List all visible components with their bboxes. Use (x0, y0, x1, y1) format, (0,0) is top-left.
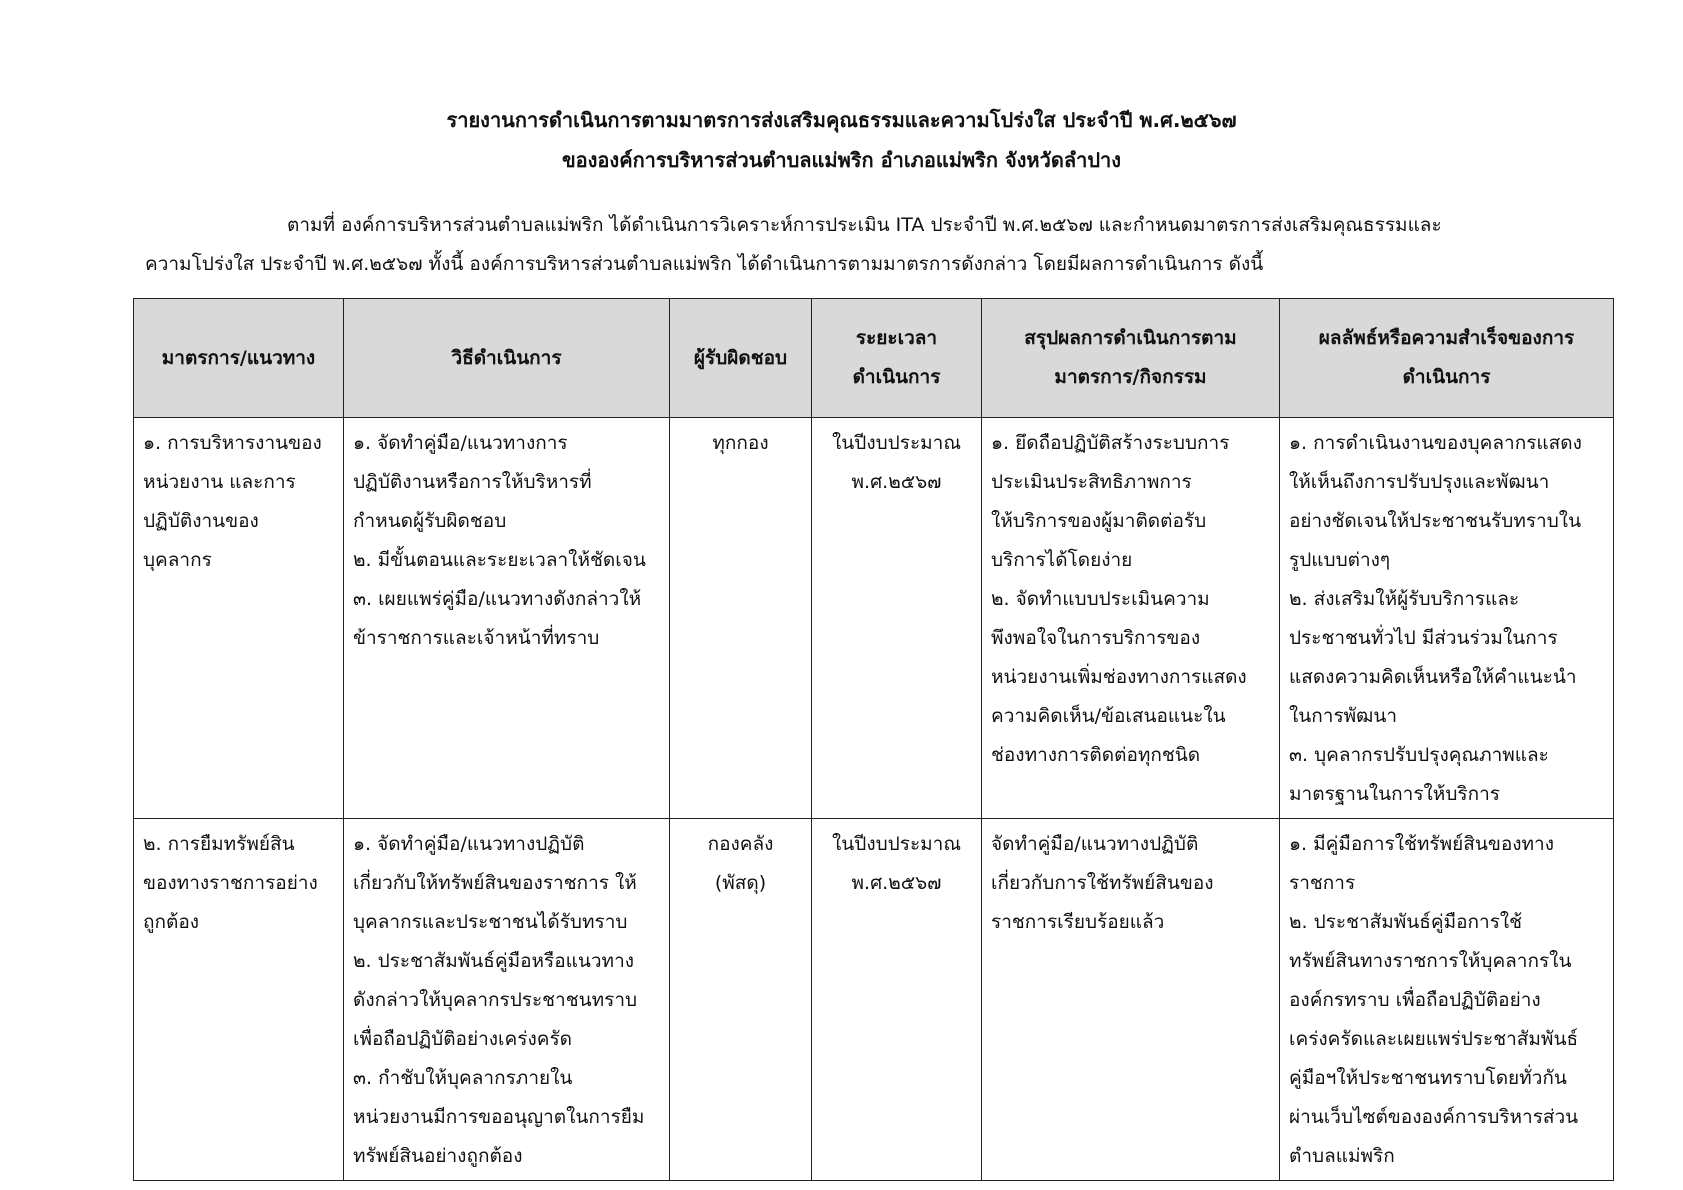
cell-line: เคร่งครัดและเผยแพร่ประชาสัมพันธ์ (1289, 1028, 1579, 1050)
header-summary (982, 299, 1280, 418)
cell-line: ประชาชนทั่วไป มีส่วนร่วมในการ (1289, 627, 1558, 649)
cell-line: หน่วยงาน และการ (143, 471, 296, 493)
cell-line: องค์กรทราบ เพื่อถือปฏิบัติอย่าง (1289, 989, 1541, 1011)
cell-line: ๑. จัดทำคู่มือ/แนวทางการ (353, 432, 568, 454)
header-method (344, 299, 670, 418)
header-text: วิธีดำเนินการ (451, 346, 562, 369)
header-text: มาตรการ/กิจกรรม (1054, 366, 1207, 388)
cell-line: มาตรฐานในการให้บริการ (1289, 783, 1500, 805)
cell-line: คู่มือฯให้ประชาชนทราบโดยทั่วกัน (1289, 1067, 1567, 1089)
cell-line: ปฏิบัติงานของ (143, 510, 259, 532)
cell-line: บุคลากร (143, 549, 212, 571)
cell-line: หน่วยงานมีการขออนุญาตในการยืม (353, 1106, 645, 1128)
cell-line: ในการพัฒนา (1289, 705, 1397, 727)
cell-line: ความคิดเห็น/ข้อเสนอแนะใน (991, 705, 1226, 727)
table-header-row (134, 299, 1614, 418)
cell-line: ในปีงบประมาณ (832, 432, 961, 454)
header-text: ระยะเวลา (855, 327, 938, 349)
cell-line: กำหนดผู้รับผิดชอบ (353, 510, 507, 532)
cell-line: เกี่ยวกับให้ทรัพย์สินของราชการ ให้ (353, 872, 637, 894)
cell-period (812, 418, 982, 819)
cell-line: ๓. เผยแพร่คู่มือ/แนวทางดังกล่าวให้ (353, 588, 642, 610)
cell-line: ๒. มีขั้นตอนและระยะเวลาให้ชัดเจน (353, 549, 646, 571)
cell-line: ทรัพย์สินทางราชการให้บุคลากรใน (1289, 950, 1572, 972)
cell-line: ให้เห็นถึงการปรับปรุงและพัฒนา (1289, 471, 1550, 493)
cell-line: แสดงความคิดเห็นหรือให้คำแนะนำ (1289, 666, 1577, 688)
cell-method (344, 418, 670, 819)
header-text: ดำเนินการ (852, 366, 941, 388)
cell-line: ในปีงบประมาณ (832, 833, 961, 855)
cell-line: หน่วยงานเพิ่มช่องทางการแสดง (991, 666, 1247, 688)
header-text: ผลลัพธ์หรือความสำเร็จของการ (1318, 327, 1575, 349)
cell-line: ๓. กำชับให้บุคลากรภายใน (353, 1067, 573, 1089)
cell-line: ปฏิบัติงานหรือการให้บริหารที่ (353, 471, 592, 493)
cell-line: (พัสดุ) (714, 872, 767, 894)
cell-line: ๒. ส่งเสริมให้ผู้รับบริการและ (1289, 588, 1520, 610)
cell-result (1280, 819, 1614, 1181)
cell-line: เกี่ยวกับการใช้ทรัพย์สินของ (991, 872, 1214, 894)
intro-paragraph-line-2: ความโปร่งใส ประจำปี พ.ศ.๒๕๖๗ ทั้งนี้ องค์การบริหารส่วนตำบลแม่พริก ได้ดำเนินการตามมาตรการดังกล่าว โดยมีผลการดำเนินการ ดังนี้ (145, 253, 1264, 275)
report-title-line-2: ขององค์การบริหารส่วนตำบลแม่พริก อำเภอแม่พริก จังหวัดลำปาง (561, 148, 1122, 172)
intro-paragraph-line-1: ตามที่ องค์การบริหารส่วนตำบลแม่พริก ได้ดำเนินการวิเคราะห์การประเมิน ITA ประจำปี พ.ศ.๒๕๖๗ และกำหนดมาตรการส่งเสริมคุณธรรมและ (287, 214, 1442, 236)
cell-line: ๑. จัดทำคู่มือ/แนวทางปฏิบัติ (353, 833, 585, 855)
cell-line: ๑. การบริหารงานของ (143, 432, 322, 454)
cell-line: ตำบลแม่พริก (1289, 1145, 1395, 1167)
table-row (134, 819, 1614, 1181)
header-responsible (670, 299, 812, 418)
cell-line: ๒. ประชาสัมพันธ์คู่มือการใช้ (1289, 911, 1523, 933)
cell-line: พึงพอใจในการบริการของ (991, 627, 1201, 649)
cell-method (344, 819, 670, 1181)
header-text: มาตรการ/แนวทาง (161, 346, 316, 369)
cell-line: ทรัพย์สินอย่างถูกต้อง (353, 1145, 523, 1167)
cell-line: ให้บริการของผู้มาติดต่อรับ (991, 510, 1207, 532)
cell-summary (982, 819, 1280, 1181)
header-result (1280, 299, 1614, 418)
cell-line: รูปแบบต่างๆ (1289, 549, 1391, 571)
table-row (134, 418, 1614, 819)
header-measure (134, 299, 344, 418)
cell-line: ผ่านเว็บไซต์ขององค์การบริหารส่วน (1289, 1106, 1579, 1128)
cell-line: ราชการเรียบร้อยแล้ว (991, 911, 1165, 933)
cell-line: ๒. การยืมทรัพย์สิน (143, 833, 295, 855)
cell-line: ประเมินประสิทธิภาพการ (991, 471, 1192, 493)
cell-line: ๑. การดำเนินงานของบุคลากรแสดง (1289, 432, 1582, 454)
header-text: ดำเนินการ (1402, 366, 1491, 388)
header-text: ผู้รับผิดชอบ (693, 346, 788, 369)
report-title-line-1: รายงานการดำเนินการตามมาตรการส่งเสริมคุณธรรมและความโปร่งใส ประจำปี พ.ศ.๒๕๖๗ (446, 108, 1237, 132)
cell-line: เพื่อถือปฏิบัติอย่างเคร่งครัด (353, 1028, 572, 1050)
cell-line: บริการได้โดยง่าย (991, 549, 1133, 571)
header-text: สรุปผลการดำเนินการตาม (1024, 327, 1237, 349)
cell-period (812, 819, 982, 1181)
cell-line: จัดทำคู่มือ/แนวทางปฏิบัติ (991, 833, 1199, 855)
cell-line: ของทางราชการอย่าง (143, 872, 318, 894)
cell-line: ๒. ประชาสัมพันธ์คู่มือหรือแนวทาง (353, 950, 635, 972)
cell-measure (134, 418, 344, 819)
cell-line: ๒. จัดทำแบบประเมินความ (991, 588, 1210, 610)
cell-responsible (670, 819, 812, 1181)
cell-line: ๑. ยึดถือปฏิบัติสร้างระบบการ (991, 432, 1230, 454)
cell-line: กองคลัง (707, 833, 774, 855)
cell-line: พ.ศ.๒๕๖๗ (851, 471, 942, 493)
cell-responsible (670, 418, 812, 819)
cell-line: ราชการ (1289, 872, 1356, 894)
cell-line: ๓. บุคลากรปรับปรุงคุณภาพและ (1289, 744, 1549, 766)
header-period (812, 299, 982, 418)
cell-line: ถูกต้อง (143, 911, 200, 933)
cell-line: ดังกล่าวให้บุคลากรประชาชนทราบ (353, 989, 638, 1011)
cell-summary (982, 418, 1280, 819)
cell-result (1280, 418, 1614, 819)
cell-line: ช่องทางการติดต่อทุกชนิด (991, 744, 1201, 766)
cell-line: ๑. มีคู่มือการใช้ทรัพย์สินของทาง (1289, 833, 1554, 855)
cell-line: พ.ศ.๒๕๖๗ (851, 872, 942, 894)
cell-line: ข้าราชการและเจ้าหน้าที่ทราบ (353, 627, 600, 649)
cell-line: อย่างชัดเจนให้ประชาชนรับทราบใน (1289, 510, 1582, 532)
measures-table (133, 298, 1614, 1181)
cell-line: ทุกกอง (712, 432, 769, 454)
cell-line: บุคลากรและประชาชนได้รับทราบ (353, 911, 628, 933)
cell-measure (134, 819, 344, 1181)
